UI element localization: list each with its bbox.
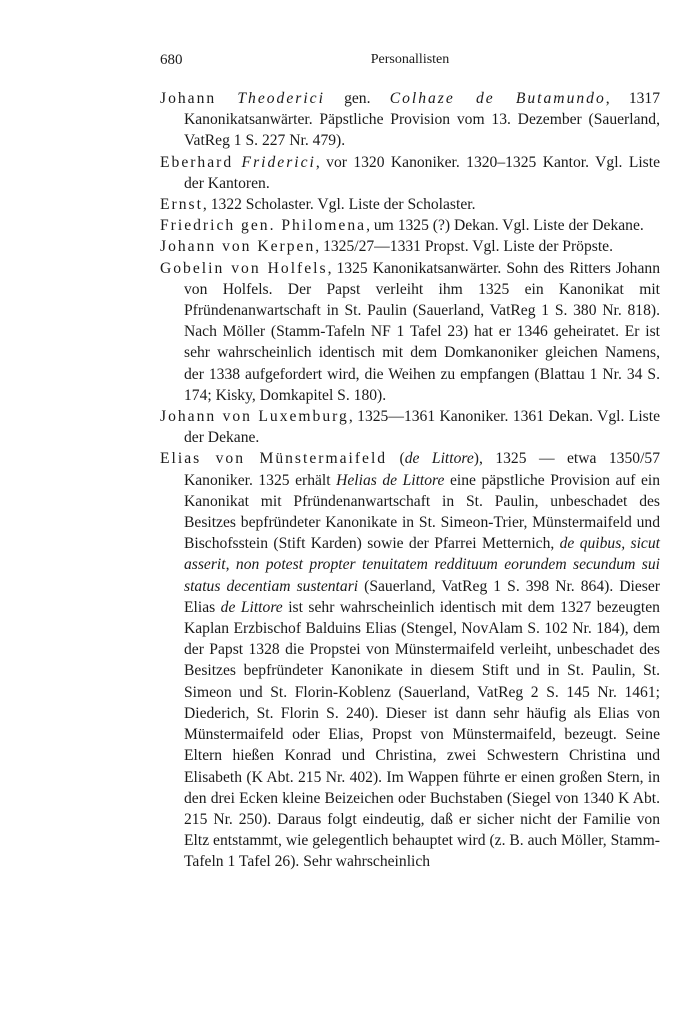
entry-name: Ernst: [160, 196, 203, 214]
entry-text: , 1325 Kanonikatsanwärter. Sohn des Ritters Johann von Holfels. Der Papst verleiht ihm 1325 ein Kanonikat mit Pfründenanwartschaft in St. Paulin (Sauerland, VatReg 1 S. 380 Nr. 818). Nach Möller (Stamm-Tafeln NF 1 Tafel 23) hat er 1346 geheiratet. Er ist sehr wahrscheinlich identisch mit dem Domkanoniker gleichen Namens, der 1338 aufgefordert wird, die Weihen zu empfangen (Blattau 1 Nr. 34 S. 174; Kisky, Domkapitel S. 180).: [184, 259, 660, 404]
register-entry: [160, 448, 660, 872]
entry-text: Helias de Littore: [336, 471, 445, 489]
page-header: [160, 52, 660, 72]
entry-name: Eberhard: [160, 153, 242, 171]
entry-text: , 1325—1361 Kanoniker. 1361 Dekan. Vgl. Liste der Dekane.: [184, 408, 660, 447]
entry-text: , 1317 Kanonikatsanwärter. Päpstliche Provision vom 13. Dezember (Sauerland, VatReg 1 S. 227 Nr. 479).: [184, 90, 661, 150]
entry-text: , um 1325 (?) Dekan. Vgl. Liste der Dekane.: [366, 217, 644, 235]
register-entry: [160, 236, 660, 257]
entry-text: ist sehr wahrscheinlich identisch mit dem 1327 bezeugten Kaplan Erzbischof Balduins Elias (Stengel, NovAlam S. 102 Nr. 184), dem der Papst 1328 die Propstei von Münstermaifeld verleiht, unbeschadet des Besitzes bepfründeter Kanonikate in diesem Stift und in St. Paulin, St. Simeon und St. Florin-Koblenz (Sauerland, VatReg 2 S. 145 Nr. 1461; Diederich, St. Florin S. 240). Dieser ist dann sehr häufig als Elias von Münstermaifeld oder Elias, Propst von Münstermaifeld, bezeugt. Seine Eltern hießen Konrad und Christina, zwei Schwestern Christina und Elisabeth (K Abt. 215 Nr. 402). Im Wappen führte er einen großen Stern, in den drei Ecken kleine Beizeichen oder Buchstaben (Siegel von 1340 K Abt. 215 Nr. 250). Daraus folgt eindeutig, daß er sicher nicht der Familie von Eltz entstammt, wie gelegentlich behauptet wird (z. B. auch Möller, Stamm-Tafeln 1 Tafel 26). Sehr wahrscheinlich: [184, 598, 660, 871]
entry-text: (Sauerland, VatReg 1 S. 398 Nr. 864). Dieser Elias: [184, 577, 660, 616]
entry-name: Johann: [160, 90, 238, 107]
entry-text: de quibus, sicut asserit, non potest propter tenuitatem reddituum eorundem secundum sui status decentiam sustentari: [184, 535, 660, 595]
entry-text: , 1325/27—1331 Propst. Vgl. Liste der Pröpste.: [315, 238, 613, 256]
register-entry: [160, 152, 660, 194]
page-number: 680: [160, 52, 183, 68]
entry-text: ), 1325 — etwa 1350/57 Kanoniker. 1325 erhält: [184, 450, 661, 489]
entry-text: (: [387, 450, 405, 468]
entry-text: de Littore: [404, 450, 474, 468]
entry-text: de Littore: [220, 598, 283, 616]
entry-text: Colhaze de Butamundo: [389, 90, 606, 107]
register-entry: [160, 406, 660, 448]
register-entry: [160, 215, 660, 236]
register-entry: [160, 194, 660, 215]
entry-name: Friedrich gen. Philomena: [160, 217, 367, 235]
running-title: Personallisten: [370, 52, 450, 67]
entry-text: Friderici: [241, 153, 316, 171]
entry-text: Theoderici: [237, 90, 325, 107]
entry-text: gen.: [324, 90, 390, 107]
entry-text: , 1322 Scholaster. Vgl. Liste der Scholaster.: [202, 196, 476, 214]
register-entry: [160, 88, 660, 152]
entry-name: Johann von Luxemburg: [160, 408, 349, 426]
entry-list: [160, 88, 660, 873]
entry-text: , vor 1320 Kanoniker. 1320–1325 Kantor. Vgl. Liste der Kantoren.: [184, 153, 661, 192]
entry-name: Gobelin von Holfels: [160, 259, 328, 277]
entry-name: Johann von Kerpen: [160, 238, 316, 256]
register-entry: [160, 258, 660, 406]
entry-name: Elias von Münstermaifeld: [160, 450, 388, 468]
entry-text: eine päpstliche Provision auf ein Kanonikat mit Pfründenanwartschaft in St. Paulin, unbeschadet des Besitzes bepfründeter Kanonikate in St. Simeon-Trier, Münstermaifeld und Bischofsstein (Stift Karden) sowie der Pfarrei Metternich,: [184, 471, 661, 553]
